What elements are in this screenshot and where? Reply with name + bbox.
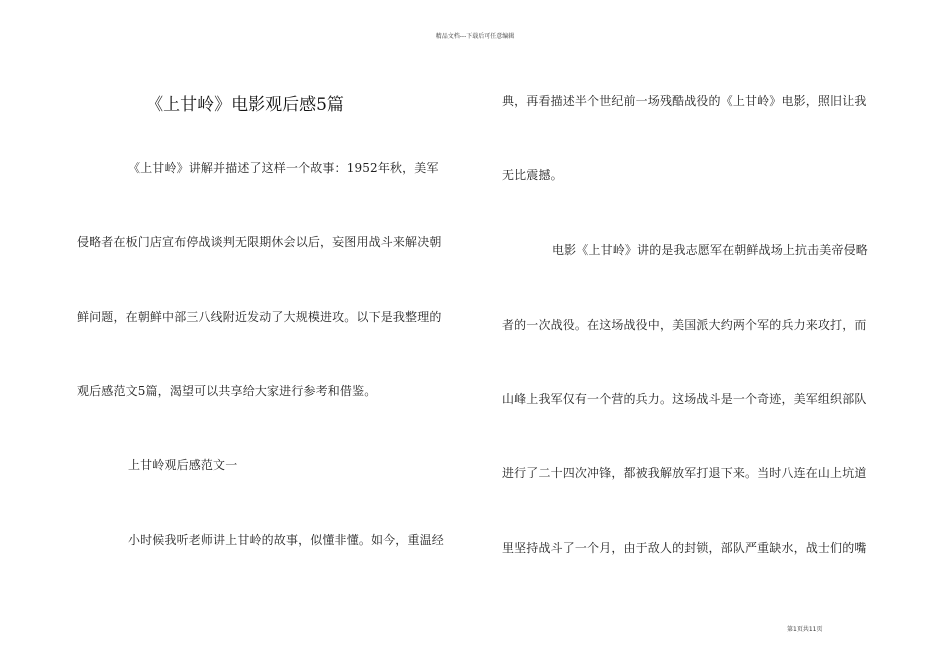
paragraph-line: 电影《上甘岭》讲的是我志愿军在朝鲜战场上抗击美帝侵略 bbox=[552, 243, 868, 257]
paragraph-line: 者的一次战役。在这场战役中，美国派大约两个军的兵力来攻打，而 bbox=[502, 318, 867, 332]
paragraph-line: 《上甘岭》讲解并描述了这样一个故事：1952年秋，美军 bbox=[128, 161, 439, 175]
section-heading: 上甘岭观后感范文一 bbox=[128, 458, 238, 472]
paragraph-line: 典，再看描述半个世纪前一场残酷战役的《上甘岭》电影，照旧让我 bbox=[502, 94, 867, 108]
paragraph-line: 无比震撼。 bbox=[502, 168, 563, 182]
paragraph-line: 山峰上我军仅有一个营的兵力。这场战斗是一个奇迹，美军组织部队 bbox=[502, 392, 867, 406]
page-number: 第1页共11页 bbox=[787, 626, 823, 633]
paragraph-line: 鲜问题，在朝鲜中部三八线附近发动了大规模进攻。以下是我整理的 bbox=[77, 310, 442, 324]
document-title: 《上甘岭》电影观后感5篇 bbox=[146, 95, 344, 115]
paragraph-line: 里坚持战斗了一个月，由于敌人的封锁，部队严重缺水，战士们的嘴 bbox=[502, 541, 867, 555]
paragraph-line: 进行了二十四次冲锋，都被我解放军打退下来。当时八连在山上坑道 bbox=[502, 466, 867, 480]
paragraph-line: 侵略者在板门店宣布停战谈判无限期休会以后，妄图用战斗来解决朝 bbox=[77, 235, 442, 249]
header-note: 精品文档---下载后可任意编辑 bbox=[435, 33, 515, 40]
paragraph-line: 小时候我听老师讲上甘岭的故事，似懂非懂。如今，重温经 bbox=[128, 533, 444, 547]
paragraph-line: 观后感范文5篇，渴望可以共享给大家进行参考和借鉴。 bbox=[77, 384, 377, 398]
